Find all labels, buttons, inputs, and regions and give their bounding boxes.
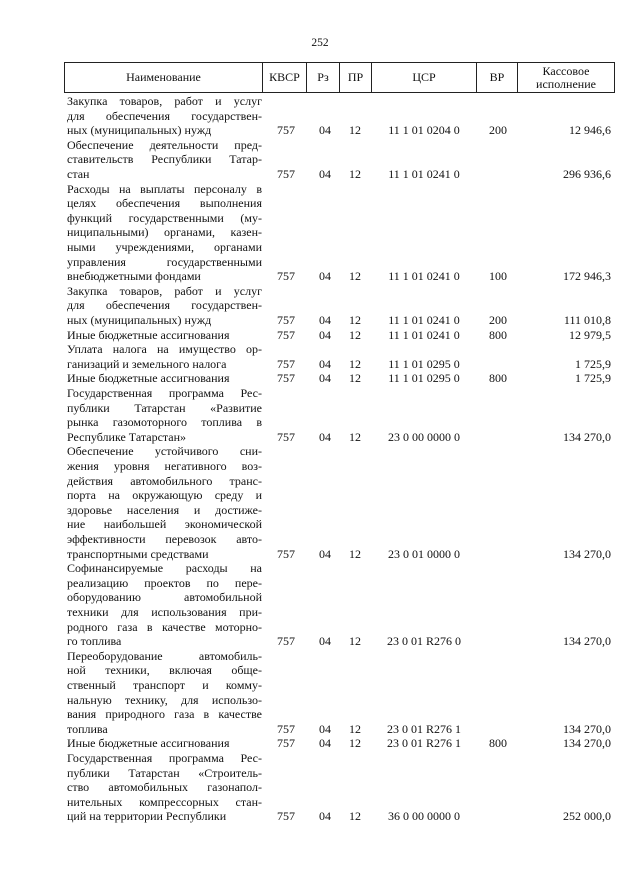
row-rz: 04: [319, 371, 331, 386]
row-rz: 04: [319, 809, 331, 824]
row-name-line: Иные бюджетные ассигнования: [67, 736, 230, 751]
row-kvsr: 757: [277, 269, 295, 284]
table-row: [0, 94, 640, 138]
table-row: [0, 328, 640, 343]
row-pr: 12: [349, 123, 361, 138]
row-name-line: реализацию проектов по пере-: [67, 575, 262, 590]
row-rz: 04: [319, 123, 331, 138]
row-sum: 134 270,0: [563, 634, 611, 649]
row-vr: 800: [489, 736, 507, 751]
row-name-line: для обеспечения государствен-: [67, 298, 262, 313]
row-rz: 04: [319, 736, 331, 751]
header-kvsr: КВСР: [263, 63, 307, 92]
row-kvsr: 757: [277, 371, 295, 386]
table-row: [0, 371, 640, 386]
row-name-line: Закупка товаров, работ и услуг: [67, 94, 262, 108]
row-name-line: Государственная программа Рес-: [67, 386, 262, 400]
table-row: [0, 751, 640, 824]
table-row: [0, 649, 640, 737]
row-kvsr: 757: [277, 123, 295, 138]
row-vr: 200: [489, 312, 507, 327]
row-name-line: эффективности перевозок авто-: [67, 531, 262, 546]
row-name-line: Обеспечение деятельности пред-: [67, 137, 262, 152]
row-name-line: действия автомобильного транс-: [67, 473, 262, 488]
row-name-line: ными учреждениями, органами: [67, 239, 262, 254]
row-name-line: ций на территории Республики: [67, 809, 227, 824]
row-name-line: транспортными средствами: [67, 546, 209, 561]
row-rz: 04: [319, 312, 331, 327]
row-csr: 11 1 01 0295 0: [388, 356, 460, 371]
row-name-line: ганизаций и земельного налога: [67, 356, 227, 371]
header-name: Наименование: [65, 63, 263, 92]
row-name-line: родного газа в качестве моторно-: [67, 619, 262, 634]
row-name-line: Расходы на выплаты персоналу в: [67, 181, 262, 196]
table-row: [0, 182, 640, 284]
row-sum: 134 270,0: [563, 546, 611, 561]
row-name-line: ниципальными) органами, казен-: [67, 225, 262, 240]
row-pr: 12: [349, 269, 361, 284]
table-row: [0, 736, 640, 751]
row-sum: 296 936,6: [563, 166, 611, 181]
row-kvsr: 757: [277, 809, 295, 824]
row-name-line: ных (муниципальных) нужд: [67, 123, 212, 138]
table-row: [0, 444, 640, 561]
row-name-line: Республике Татарстан»: [67, 429, 187, 444]
row-csr: 23 0 01 0000 0: [388, 546, 460, 561]
row-sum: 12 946,6: [569, 123, 611, 138]
row-name-line: Софинансируемые расходы на: [67, 561, 262, 576]
row-name-line: ственный транспорт и комму-: [67, 677, 262, 692]
row-csr: 23 0 01 R276 1: [386, 736, 461, 751]
row-vr: 200: [489, 123, 507, 138]
row-name-line: ных (муниципальных) нужд: [67, 312, 212, 327]
row-name: [67, 182, 262, 284]
row-pr: 12: [349, 809, 361, 824]
row-rz: 04: [319, 269, 331, 284]
row-rz: 04: [319, 327, 331, 342]
row-name-line: публики Татарстан «Развитие: [67, 400, 262, 415]
row-kvsr: 757: [277, 166, 295, 181]
row-name: [67, 751, 262, 824]
row-vr: 100: [489, 269, 507, 284]
row-csr: 23 0 00 0000 0: [388, 429, 460, 444]
row-name: [67, 649, 262, 737]
row-csr: 11 1 01 0241 0: [388, 269, 460, 284]
row-sum: 134 270,0: [563, 736, 611, 751]
row-csr: 11 1 01 0295 0: [388, 371, 460, 386]
row-name: [67, 328, 262, 343]
row-rz: 04: [319, 721, 331, 736]
table-header: [64, 62, 615, 93]
header-pr: ПР: [340, 63, 372, 92]
row-pr: 12: [349, 736, 361, 751]
row-kvsr: 757: [277, 356, 295, 371]
row-pr: 12: [349, 371, 361, 386]
row-csr: 23 0 01 R276 1: [386, 721, 461, 736]
row-pr: 12: [349, 312, 361, 327]
row-name-line: для обеспечения государствен-: [67, 108, 262, 123]
row-name-line: Уплата налога на имущество ор-: [67, 342, 262, 357]
row-name-line: целях обеспечения выполнения: [67, 196, 262, 211]
row-name: [67, 386, 262, 444]
row-kvsr: 757: [277, 327, 295, 342]
row-kvsr: 757: [277, 721, 295, 736]
row-name: [67, 736, 262, 751]
row-name-line: Обеспечение устойчивого сни-: [67, 444, 262, 459]
row-sum: 111 010,8: [563, 312, 611, 327]
row-name-line: рынка газомоторного топлива в: [67, 415, 262, 430]
row-rz: 04: [319, 429, 331, 444]
row-name-line: го топлива: [67, 634, 122, 649]
header-sum-line1: Кассовое: [542, 63, 590, 78]
row-name: [67, 342, 262, 371]
row-pr: 12: [349, 546, 361, 561]
row-name: [67, 94, 262, 138]
row-name-line: нальную технику, для использо-: [67, 692, 262, 707]
row-pr: 12: [349, 721, 361, 736]
header-vr: ВР: [477, 63, 518, 92]
row-name-line: Иные бюджетные ассигнования: [67, 371, 230, 386]
row-csr: 11 1 01 0241 0: [388, 312, 460, 327]
row-kvsr: 757: [277, 634, 295, 649]
row-sum: 1 725,9: [575, 371, 611, 386]
row-kvsr: 757: [277, 736, 295, 751]
row-name-line: ние наибольшей экономической: [67, 517, 262, 532]
row-name-line: порта на окружающую среду и: [67, 488, 262, 503]
row-name-line: нительных компрессорных стан-: [67, 794, 262, 809]
row-name-line: ставительств Республики Татар-: [67, 152, 262, 167]
row-name-line: Иные бюджетные ассигнования: [67, 327, 230, 342]
row-name-line: Переоборудование автомобиль-: [67, 648, 262, 663]
table-row: [0, 284, 640, 328]
row-sum: 252 000,0: [563, 809, 611, 824]
row-name-line: управления государственными: [67, 254, 262, 269]
row-rz: 04: [319, 166, 331, 181]
row-name: [67, 561, 262, 649]
row-name-line: жения уровня негативного воз-: [67, 458, 262, 473]
row-name-line: Закупка товаров, работ и услуг: [67, 283, 262, 298]
table-row: [0, 138, 640, 182]
row-csr: 11 1 01 0204 0: [388, 123, 460, 138]
table-row: [0, 386, 640, 444]
row-vr: 800: [489, 327, 507, 342]
row-pr: 12: [349, 634, 361, 649]
header-sum: [518, 63, 614, 92]
table-row: [0, 342, 640, 371]
row-name: [67, 444, 262, 561]
row-kvsr: 757: [277, 546, 295, 561]
row-name-line: Государственная программа Рес-: [67, 751, 262, 765]
row-name-line: вания природного газа в качестве: [67, 707, 262, 722]
row-rz: 04: [319, 546, 331, 561]
row-rz: 04: [319, 634, 331, 649]
row-pr: 12: [349, 166, 361, 181]
row-pr: 12: [349, 429, 361, 444]
row-pr: 12: [349, 327, 361, 342]
row-vr: 800: [489, 371, 507, 386]
row-sum: 12 979,5: [569, 327, 611, 342]
row-name: [67, 284, 262, 328]
row-name-line: ной техники, включая обще-: [67, 663, 262, 678]
row-name-line: оборудованию автомобильной: [67, 590, 262, 605]
row-name-line: техники для использования при-: [67, 604, 262, 619]
row-name-line: публики Татарстан «Строитель-: [67, 765, 262, 780]
row-sum: 134 270,0: [563, 721, 611, 736]
table-row: [0, 561, 640, 649]
row-kvsr: 757: [277, 312, 295, 327]
row-name: [67, 371, 262, 386]
row-name-line: топлива: [67, 721, 108, 736]
row-rz: 04: [319, 356, 331, 371]
row-name-line: ство автомобильных газонапол-: [67, 780, 262, 795]
row-kvsr: 757: [277, 429, 295, 444]
row-csr: 23 0 01 R276 0: [386, 634, 461, 649]
row-name-line: стан: [67, 166, 90, 181]
header-sum-line2: исполнение: [536, 76, 596, 91]
row-name-line: функций государственными (му-: [67, 210, 262, 225]
row-name-line: внебюджетными фондами: [67, 269, 201, 284]
row-name-line: здоровье населения и достиже-: [67, 502, 262, 517]
row-csr: 11 1 01 0241 0: [388, 327, 460, 342]
row-csr: 11 1 01 0241 0: [388, 166, 460, 181]
header-csr: ЦСР: [372, 63, 477, 92]
row-pr: 12: [349, 356, 361, 371]
header-rz: Рз: [307, 63, 340, 92]
row-csr: 36 0 00 0000 0: [388, 809, 460, 824]
row-name: [67, 138, 262, 182]
row-sum: 1 725,9: [575, 356, 611, 371]
row-sum: 134 270,0: [563, 429, 611, 444]
row-sum: 172 946,3: [563, 269, 611, 284]
page-number: 252: [311, 37, 329, 49]
